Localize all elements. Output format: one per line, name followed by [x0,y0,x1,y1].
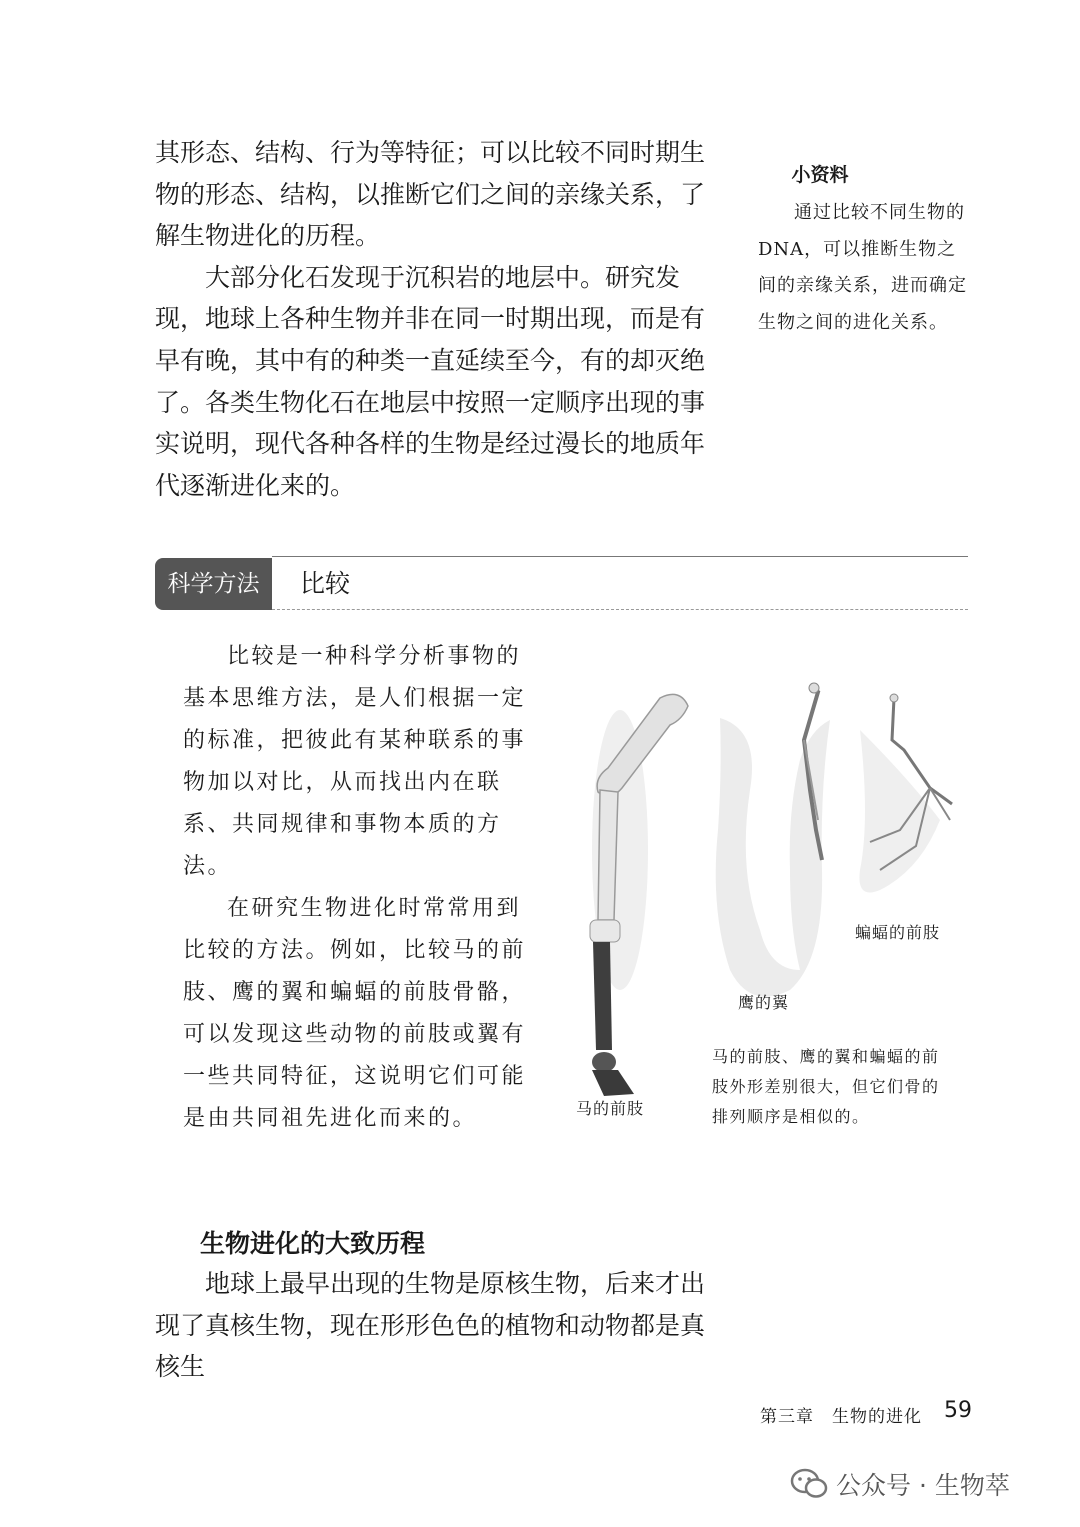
watermark-text: 公众号 · 生物萃 [836,1471,1010,1500]
sidebar-note [758,160,968,341]
method-text [183,636,528,1140]
main-paragraph-1: 其形态、结构、行为等特征；可以比较不同时期生物的形态、结构，以推断它们之间的亲缘关系，了解生物进化的历程。 [155,138,706,251]
watermark [790,1466,1010,1502]
method-paragraph-2: 在研究生物进化时常常用到比较的方法。例如，比较马的前肢、鹰的翼和蝙蝠的前肢骨骼，可以发现这些动物的前肢或翼有一些共同特征，这说明它们可能是由共同祖先进化而来的。 [183,896,527,1131]
sidebar-text: 通过比较不同生物的DNA，可以推断生物之间的亲缘关系，进而确定生物之间的进化关系。 [758,202,967,333]
method-tag: 科学方法 [155,558,272,610]
figure-caption: 马的前肢、鹰的翼和蝙蝠的前肢外形差别很大，但它们骨的排列顺序是相似的。 [712,1047,940,1126]
eagle-label: 鹰的翼 [738,993,790,1012]
section-heading: 生物进化的大致历程 [200,1229,426,1258]
page-number: 59 [944,1398,972,1423]
section-text [155,1263,715,1388]
sidebar-title: 小资料 [791,164,849,186]
eagle-wing-illustration [716,683,830,997]
bat-label: 蝙蝠的前肢 [855,923,941,942]
main-paragraph-2: 大部分化石发现于沉积岩的地层中。研究发现，地球上各种生物并非在同一时期出现，而是有早有晚，其中有的种类一直延续至今，有的却灭绝了。各类生物化石在地层中按照一定顺序出现的事实说明，现代各种各样的生物是经过漫长的地质年代逐渐进化来的。 [155,262,706,500]
horse-label: 马的前肢 [576,1099,645,1118]
method-divider-bottom [272,609,968,610]
method-divider-top [272,556,968,557]
horse-forelimb-illustration [590,694,688,1096]
section-paragraph: 地球上最早出现的生物是原核生物，后来才出现了真核生物，现在形形色色的植物和动物都是真核生 [155,1269,706,1382]
main-text [155,132,715,506]
method-title: 比较 [300,569,351,598]
wechat-icon [790,1468,828,1500]
method-paragraph-1: 比较是一种科学分析事物的基本思维方法，是人们根据一定的标准，把彼此有某种联系的事物加以对比，从而找出内在联系、共同规律和事物本质的方法。 [183,644,527,879]
bat-forelimb-illustration [859,694,952,893]
chapter-footer: 第三章 生物的进化 [760,1407,922,1427]
